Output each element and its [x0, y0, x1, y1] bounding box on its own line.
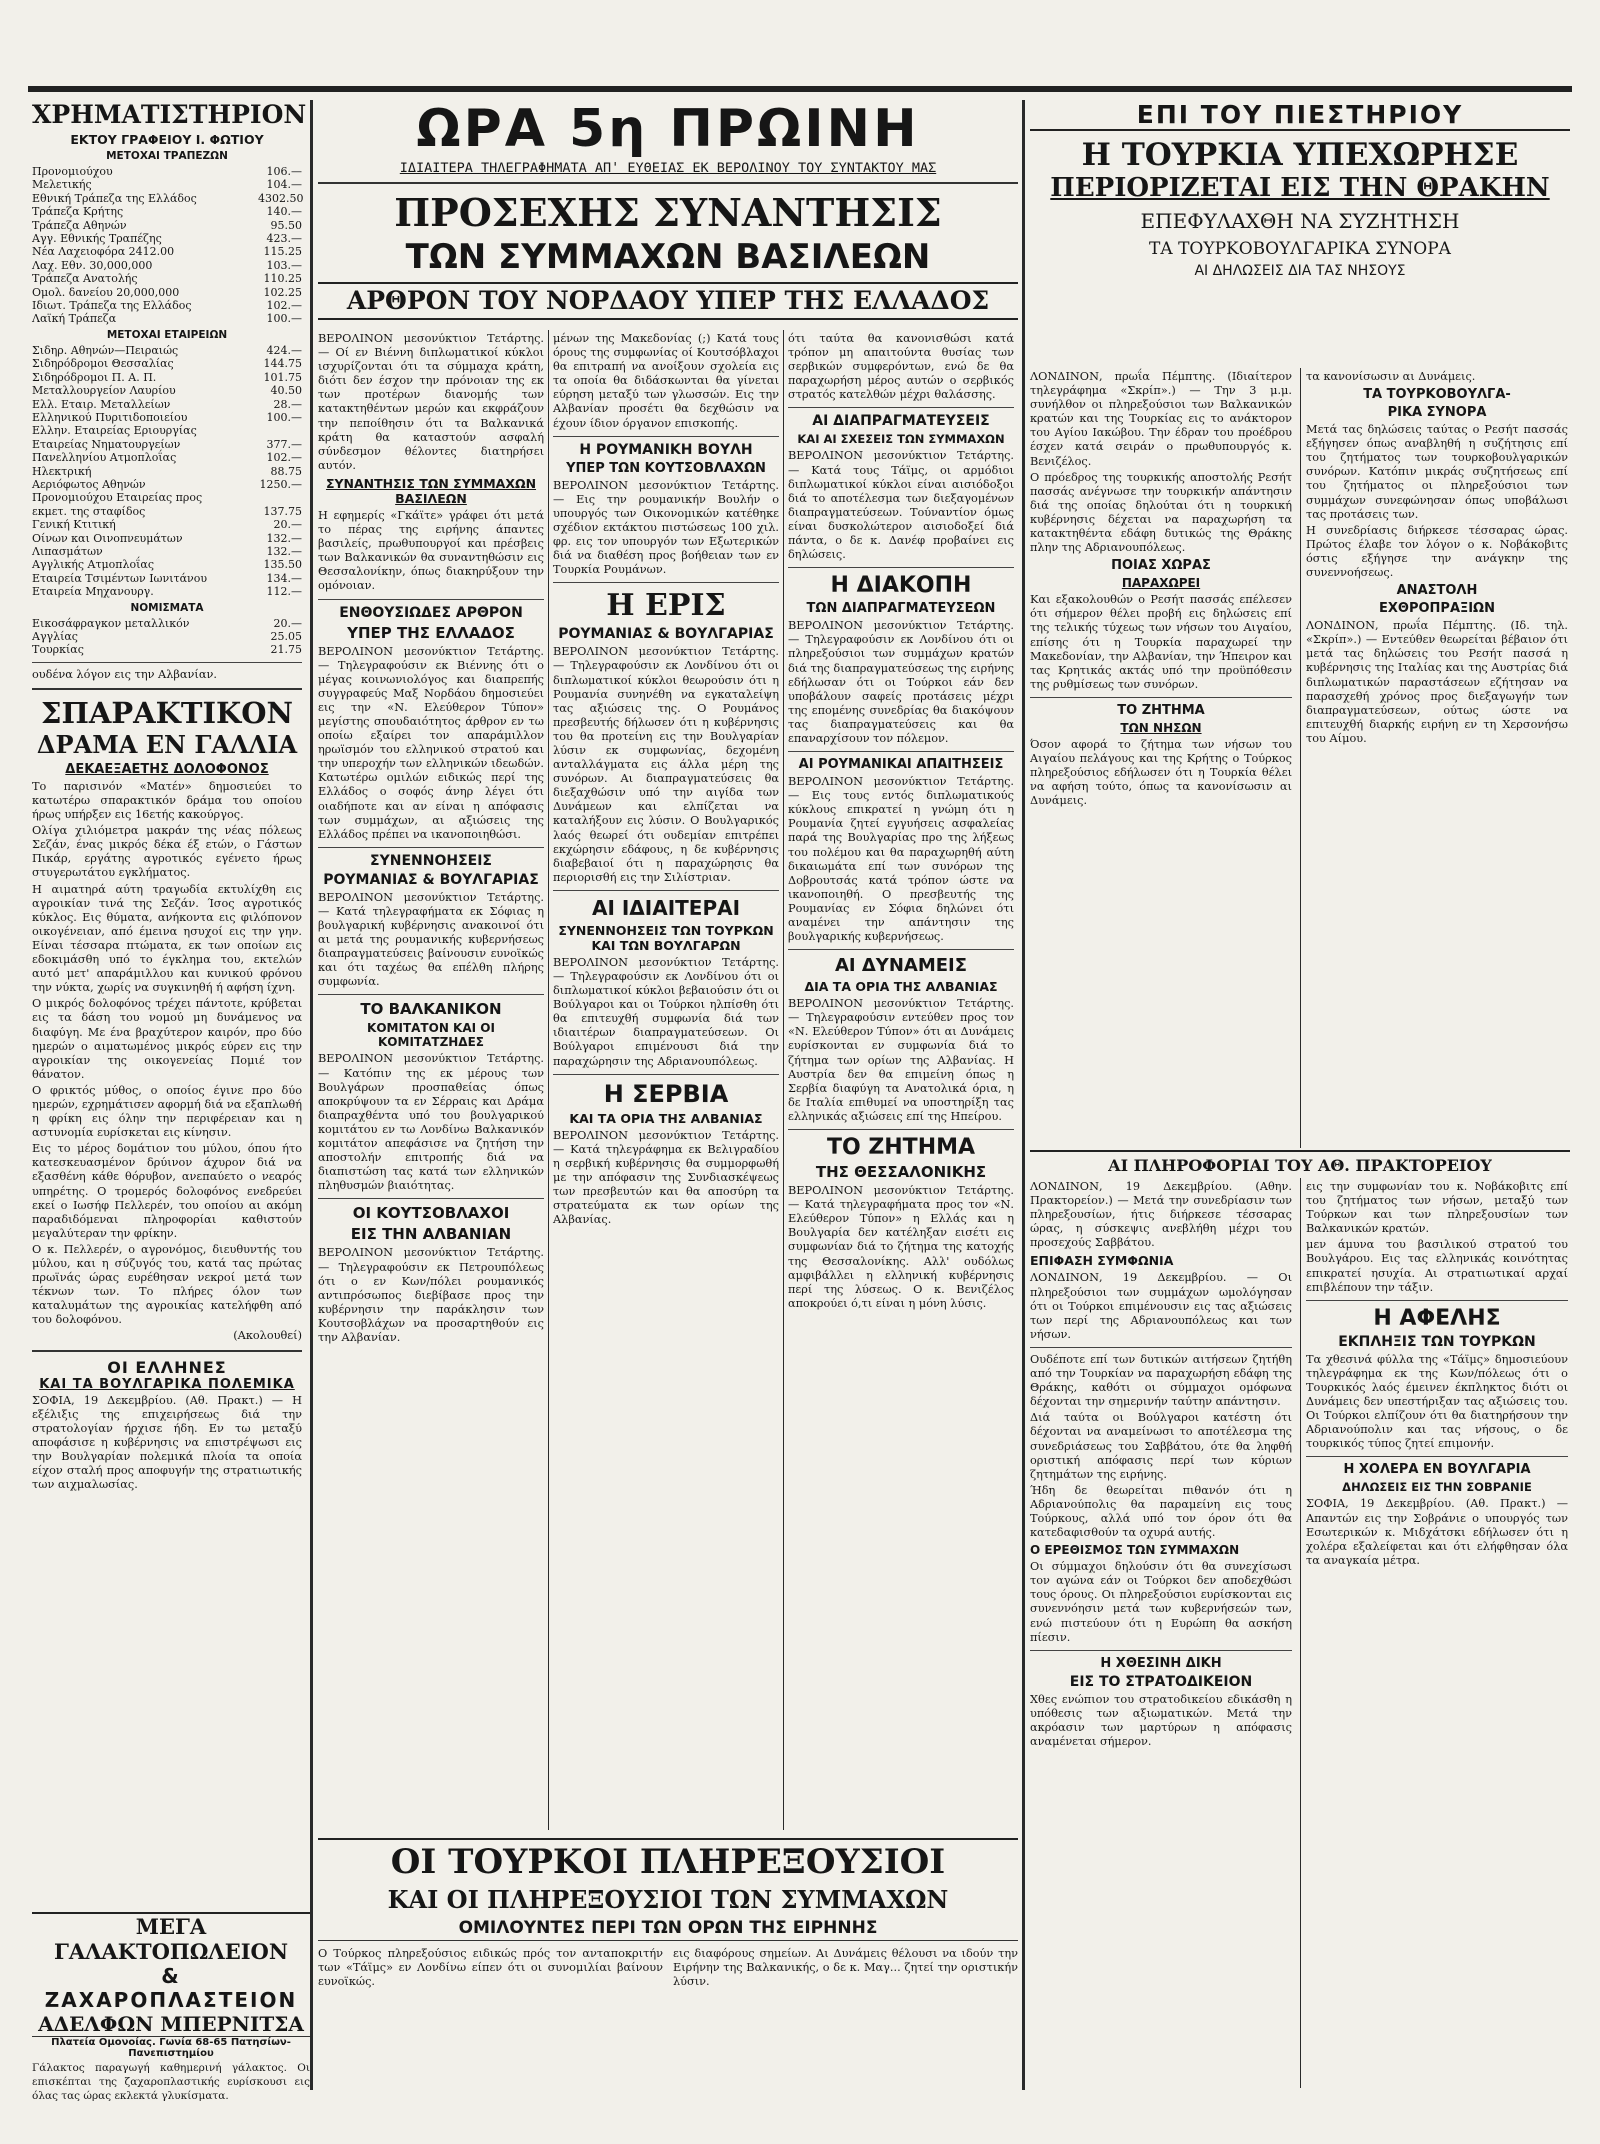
press-lower-p1: Ουδέποτε επί των δυτικών αιτήσεων ζητήθη από την Τουρκίαν να παραχωρήση εδάφη της Θράκης, καθότι οι σύμμαχοι ομόφωνα δέχονται την σημερινήν ταύτην απάντησιν. — [1030, 1352, 1292, 1409]
c3-p1: ότι ταύτα θα κανονισθώσι κατά τρόπον μη απαιτούντα θυσίας των σερβικών συμφερόντων, ενώ δε θα παραχωρήση μέρος αυτών ο σερβικός στρατός κατελθών μέχρι θαλάσσης. — [788, 332, 1014, 402]
press-dc-p: Χθες ενώπιον του στρατοδικείου εδικάσθη η υπόθεσις των αξιωματικών. Μετά την ακρόασιν των μαρτύρων η απόφασις αναμένεται σήμερον. — [1030, 1692, 1292, 1748]
c1-p2: Η εφημερίς «Γκάϊτε» γράφει ότι μετά το πέρας της ειρήνης άπαντες βασιλείς, πρωθυπουργοί και πρέσβεις των Βαλκανικών θα συναντηθώσιν εις Θεσσαλονίκην, όπως διακηρύξουν την ομόνοιαν. — [318, 508, 544, 593]
c1-head-3a: ΕΝΘΟΥΣΙΩΔΕΣ ΑΡΘΡΟΝ — [339, 604, 523, 621]
exchange-row — [32, 424, 302, 437]
press-chol-p: ΣΟΦΙΑ, 19 Δεκεμβρίου. (Αθ. Πρακτ.) — Απαντών εις την Σοβράνιε ο υπουργός των Εσωτερικών κ. Μιδχάτσκι εδήλωσεν ότι η χολέρα εξαλείφεται και ότι ελήφθησαν όλα τα αναγκαία μέτρα. — [1306, 1497, 1568, 1567]
press-title: ΕΠΙ ΤΟΥ ΠΙΕΣΤΗΡΙΟΥ — [1030, 100, 1570, 131]
press-info-p2: ΛΟΝΔΙΝΟΝ, 19 Δεκεμβρίου. — Οι πληρεξούσιοι των συμμάχων ωμολόγησαν ότι οι Τούρκοι επιμένουσιν εις τας αξιώσεις των περί της Αδριανουπόλεως και των νήσων. — [1030, 1271, 1292, 1341]
column-rule — [310, 100, 313, 2090]
column-rule — [1300, 368, 1301, 1148]
divider — [32, 1350, 302, 1352]
exchange-row-name: Εταιρείας Νηματουργείων — [32, 437, 181, 451]
center-headline-3: ΑΡΘΡΟΝ ΤΟΥ ΝΟΡΔΑΟΥ ΥΠΕΡ ΤΗΣ ΕΛΛΑΔΟΣ — [318, 282, 1018, 320]
exchange-row-value: 102.25 — [263, 285, 302, 299]
press-p2: Ο πρόεδρος της τουρκικής αποστολής Ρεσήτ πασσάς ανέγνωσε την τουρκικήν απάντησιν διά της οποίας δηλούται ότι η τουρκική κυβέρνησις δέχεται να παραχωρήση τα κατακτηθέντα εδάφη δυτικώς της Θράκης πλην της Αδριανουπόλεως. — [1030, 470, 1292, 555]
banner-line-1: ΟΙ ΤΟΥΡΚΟΙ ΠΛΗΡΕΞΟΥΣΙΟΙ — [390, 1842, 946, 1882]
press-info-p1: ΛΟΝΔΙΝΟΝ, 19 Δεκεμβρίου. (Αθην. Πρακτορείον.) — Μετά την συνεδρίασιν των πληρεξουσίων, ήτις διήρκεσε τέσσαρας ώρας, η σύσκεψις ανεβλήθη μέχρι του προσεχούς Σαββάτου. — [1030, 1180, 1292, 1250]
c2-head-1b: ΥΠΕΡ ΤΩΝ ΚΟΥΤΣΟΒΛΑΧΩΝ — [566, 460, 766, 476]
divider — [1030, 697, 1292, 698]
companies-list — [32, 344, 302, 599]
c3-p5: ΒΕΡΟΛΙΝΟΝ μεσονύκτιον Τετάρτης. — Τηλεγραφούσιν εντεύθεν προς τον «Ν. Ελεύθερον Τύπον» ότι αι Δυνάμεις ευρίσκονται εν συμφωνία διά το ζήτημα των ορίων της Αλβανίας. Η Αυστρία δεν θα επιμείνη όπως η Σερβία διαφύγη τα Ανατολικά όρια, η δε Ιταλία επιθυμεί να υποστηρίξη τας ελληνικάς αξιώσεις επί της Ηπείρου. — [788, 997, 1014, 1123]
center-col-2 — [553, 330, 779, 1830]
exchange-row-name: Εθνική Τράπεζα της Ελλάδος — [32, 191, 197, 205]
press-r-head-1b: ΡΙΚΑ ΣΥΝΟΡΑ — [1387, 405, 1487, 421]
divider — [788, 407, 1014, 408]
story-paragraph: Ο φρικτός μύθος, ο οποίος έγινε προ δύο ημερών, εχρημάτισεν αφορμή διά να εξαπλωθή η φρίκη εις όλην την περιφέρειαν και η αστυνομία ευρίσκεται εις κίνησιν. — [32, 1083, 302, 1140]
press-headline-4: ΤΑ ΤΟΥΡΚΟΒΟΥΛΓΑΡΙΚΑ ΣΥΝΟΡΑ — [1149, 239, 1451, 259]
exchange-row — [32, 371, 302, 384]
exchange-row — [32, 438, 302, 451]
exchange-row — [32, 451, 302, 464]
exchange-row-value: 20.— — [273, 616, 302, 630]
divider — [553, 436, 779, 437]
exchange-row-value: 88.75 — [270, 464, 302, 478]
story-title: ΣΠΑΡΑΚΤΙΚΟΝ — [40, 695, 294, 730]
divider — [1306, 1300, 1568, 1301]
exchange-row — [32, 411, 302, 424]
exchange-row-value: 103.— — [266, 258, 302, 272]
story-continued: (Ακολουθεί) — [233, 1329, 302, 1343]
divider — [788, 567, 1014, 568]
exchange-row-name: Ηλεκτρική — [32, 464, 92, 478]
divider — [553, 582, 779, 583]
exchange-row — [32, 478, 302, 491]
divider — [553, 1074, 779, 1075]
exchange-row-name: Ομολ. δανείου 20,000,000 — [32, 285, 180, 299]
exchange-row-value: 40.50 — [270, 384, 302, 398]
ad-line-2: & ΖΑΧΑΡΟΠΛΑΣΤΕΙΟΝ — [44, 1964, 298, 2012]
press-headline-3: ΕΠΕΦΥΛΑΧΘΗ ΝΑ ΣΥΖΗΤΗΣΗ — [1140, 209, 1460, 233]
exchange-row-name: Εταιρεία Τσιμέντων Ιωνιτάνου — [32, 571, 208, 585]
c1-head-6a: ΟΙ ΚΟΥΤΣΟΒΛΑΧΟΙ — [352, 1204, 510, 1223]
press-p4: Όσον αφορά το ζήτημα των νήσων του Αιγαίου πελάγους και της Κρήτης ο Τούρκος πληρεξούσιος εδήλωσεν ότι η Τουρκία θέλει να αφήση τούτο, όπως τα κανονίσωσιν αι Δυνάμεις. — [1030, 737, 1292, 808]
c3-head-2a: Η ΔΙΑΚΟΠΗ — [830, 573, 972, 599]
greeks-title-2: ΚΑΙ ΤΑ ΒΟΥΛΓΑΡΙΚΑ ΠΟΛΕΜΙΚΑ — [39, 1376, 295, 1392]
exchange-row — [32, 344, 302, 357]
exchange-row-value — [258, 424, 302, 437]
exchange-row — [32, 192, 302, 205]
c3-head-2b: ΤΩΝ ΔΙΑΠΡΑΓΜΑΤΕΥΣΕΩΝ — [806, 601, 996, 617]
c1-head-3b: ΥΠΕΡ ΤΗΣ ΕΛΛΑΔΟΣ — [347, 623, 515, 642]
press-r-p1: Μετά τας δηλώσεις ταύτας ο Ρεσήτ πασσάς εξήγησεν όπως αναβληθή η συζήτησις επί του ζητήματος των τουρκοβουλγαρικών συνόρων. Κατόπιν μικράς συζητήσεως επί του ζητήματος οι πληρεξούσιοι των συμμάχων συνεφώνησαν όπως υποβάλωσι τας προτάσεις των. — [1306, 423, 1568, 521]
exchange-row-value: 21.75 — [270, 643, 302, 657]
divider — [318, 994, 544, 995]
press-chol-title-1: Η ΧΟΛΕΡΑ ΕΝ ΒΟΥΛΓΑΡΙΑ — [1343, 1462, 1531, 1478]
press-r-p3: ΛΟΝΔΙΝΟΝ, πρωΐα Πέμπτης. (Ιδ. τηλ. «Σκρίπ».) — Εντεύθεν θεωρείται βέβαιον ότι μετά τας δηλώσεις του Ρεσήτ πασσά η κυβέρνησις της Ιταλίας και της Αυστρίας διά διπλωματικών παραστάσεων εζήτησαν να παρασχεθή χρόνος προς διεξαγωγήν των διαπραγματεύσεων, ούτως ώστε να επιτευχθή διαρκής ειρήνη εν τη Χερσονήσω του Αίμου. — [1306, 619, 1568, 745]
press-r-p4: μεν άμυνα του βασιλικού στρατού του Βουλγάρου. Εις τας ελληνικάς κοινότητας επικρατεί ησυχία. Αι στρατιωτικαί αρχαί επιβλέπουν την τάξιν. — [1306, 1238, 1568, 1294]
story-paragraph: Το παρισινόν «Ματέν» δημοσιεύει το κατωτέρω σπαρακτικόν δράμα του οποίου ήρως υπήρξεν εις 16ετής κακούργος. — [32, 779, 302, 822]
exchange-row — [32, 259, 302, 272]
press-dc-title-2: ΕΙΣ ΤΟ ΣΤΡΑΤΟΔΙΚΕΙΟΝ — [1069, 1673, 1253, 1690]
c1-head-5b: ΚΟΜΙΤΑΤΟΝ ΚΑΙ ΟΙ ΚΟΜΙΤΑΤΖΗΔΕΣ — [367, 1021, 495, 1050]
center-headline-1: ΠΡΟΣΕΧΗΣ ΣΥΝΑΝΤΗΣΙΣ — [394, 190, 942, 235]
c1-head-6b: ΕΙΣ ΤΗΝ ΑΛΒΑΝΙΑΝ — [350, 1225, 512, 1244]
exchange-row-value: 132.— — [266, 531, 302, 545]
exchange-row-name: Νέα Λαχειοφόρα 2412.00 — [32, 245, 175, 259]
masthead-subtitle: ΙΔΙΑΙΤΕΡΑ ΤΗΛΕΓΡΑΦΗΜΑΤΑ ΑΠ' ΕΥΘΕΙΑΣ ΕΚ ΒΕΡΟΛΙΝΟΥ ΤΟΥ ΣΥΝΤΑΚΤΟΥ ΜΑΣ — [399, 160, 937, 176]
banner-line-3: ΟΜΙΛΟΥΝΤΕΣ ΠΕΡΙ ΤΩΝ ΟΡΩΝ ΤΗΣ ΕΙΡΗΝΗΣ — [318, 1916, 1018, 1941]
story-title-2: ΔΡΑΜΑ ΕΝ ΓΑΛΛΙΑ — [36, 729, 298, 759]
exchange-row-value: 134.— — [266, 571, 302, 585]
ad-line-5: Γάλακτος παραγωγή καθημερινή γάλακτος. Οι επισκέπται της ζαχαροπλαστικής ευρίσκουσι εις όλας τας ώρας εκλεκτά γλυκίσματα. — [32, 2062, 310, 2103]
exchange-row-value: 25.05 — [270, 630, 302, 643]
exchange-coins-header: ΝΟΜΙΣΜΑΤΑ — [130, 601, 204, 614]
story-subtitle: ΔΕΚΑΕΞΑΕΤΗΣ ΔΟΛΟΦΟΝΟΣ — [65, 761, 269, 777]
exchange-row-value: 1250.— — [259, 477, 302, 491]
divider — [318, 599, 544, 600]
center-headline-2: ΤΩΝ ΣΥΜΜΑΧΩΝ ΒΑΣΙΛΕΩΝ — [405, 237, 931, 277]
divider — [788, 949, 1014, 950]
exchange-row-name: εκμετ. της σταφίδος — [32, 504, 146, 518]
greeks-body: ΣΟΦΙΑ, 19 Δεκεμβρίου. (Αθ. Πρακτ.) — Η εξέλιξις της επιχειρήσεως διά την στρατολογίαν ήρχισε ήδη. Εν τω μεταξύ αποφάσισε η κυβέρνησις να επιστρέψωσι εις την Βουλγαρίαν πολεμικά πλοία τα οποία είχον σταλή προς αποφυγήν της στρατιωτικής των αιχμαλωσίας. — [32, 1393, 302, 1492]
press-info-col-1 — [1030, 1178, 1292, 2088]
exchange-row-name: Μελετικής — [32, 178, 92, 192]
advertisement — [32, 1912, 310, 2103]
exchange-row-name: Προνομιούχου Εταιρείας προς — [32, 491, 203, 505]
exchange-row-value: 28.— — [273, 397, 302, 411]
press-info-col-2 — [1306, 1178, 1568, 2088]
exchange-row-name: Λαχ. Εθν. 30,000,000 — [32, 258, 153, 272]
ad-line-1: ΜΕΓΑ ΓΑΛΑΚΤΟΠΩΛΕΙΟΝ — [53, 1914, 289, 1964]
story-paragraph: Εις το μέρος δομάτιον του μύλου, όπου ήτο κατεσκευασμένον δρύινον άχυρον διά να εξασθένη κάθε θόρυβον, ανεπαύετο ο νεαρός υπηρέτης. Ο τρομερός δολοφόνος ενεδρεύει εκεί ο Ιωσήφ Πελλερέν, του οποίου αι ακόμη παραδιδόμεναι πληροφορίαι καθιστούν μεγαλύτεραν την φρίκην. — [32, 1142, 302, 1240]
c3-head-5b: ΤΗΣ ΘΕΣΣΑΛΟΝΙΚΗΣ — [815, 1163, 987, 1182]
exchange-row-value: 135.50 — [263, 558, 302, 572]
exchange-row-value — [258, 491, 302, 504]
greeks-title: ΟΙ ΕΛΛΗΝΕΣ — [107, 1357, 227, 1377]
masthead — [318, 98, 1018, 320]
exchange-row — [32, 532, 302, 545]
press-info-p1b: εις την συμφωνίαν του κ. Νοβάκοβιτς επί του ζητήματος των νήσων, μεταξύ των Τούρκων και των πληρεξουσίων των Βαλκανικών κρατών. — [1306, 1180, 1568, 1236]
press-r-head-2a: ΑΝΑΣΤΟΛΗ — [1396, 583, 1478, 599]
story-paragraph: Ο μικρός δολοφόνος τρέχει πάντοτε, κρύβεται εις τα δάση του νομού μη δυνάμενος να διαφύγη. Με ένα βραχύτερον καιρόν, προ δύο ημερών ο αιματωμένος μικρός εύρεν εις την αγροικίαν της οικογενείας Πομιέ τον θάνατον. — [32, 997, 302, 1081]
exchange-row — [32, 384, 302, 397]
exchange-row — [32, 505, 302, 518]
exchange-row-name: Εικοσάφραγκον μεταλλικόν — [32, 616, 190, 630]
exchange-row-value: 115.25 — [263, 245, 302, 259]
exchange-row — [32, 630, 302, 643]
c2-head-4a: Η ΣΕΡΒΙΑ — [603, 1079, 729, 1108]
exchange-row-value: 132.— — [266, 544, 302, 558]
column-rule — [1300, 1178, 1301, 2088]
exchange-row-name: Τουρκίας — [32, 643, 84, 657]
exchange-row-name: Ελλ. Εταιρ. Μεταλλείων — [32, 397, 171, 411]
exchange-row-name: Σιδηρόδρομοι Π. Α. Π. — [32, 370, 157, 384]
c3-p4: ΒΕΡΟΛΙΝΟΝ μεσονύκτιον Τετάρτης. — Εις τους εντός διπλωματικούς κύκλους επικρατεί η γνώμη ότι η Ρουμανία ζητεί εγγυήσεις ασφαλείας παρά της Βουλγαρίας προ της λήξεως του πολέμου και θα παραχωρηθή αύτη δικαιωμάτα επί των συνόρων της Δοβρουτσάς κατά τρόπον ώστε να ικανοποιηθή. Ο πρεσβευτής της Ρουμανίας εν Σόφια δηλώνει ότι αναμένει την απάντησιν της βουλγαρικής κυβερνήσεως. — [788, 775, 1014, 944]
exchange-row-name: Πανελληνίου Ατμοπλοΐας — [32, 451, 177, 465]
banner-p1: Ο Τούρκος πληρεξούσιος ειδικώς πρός τον ανταποκριτήν των «Τάϊμς» εν Λονδίνω είπεν ότι οι συνομιλίαι βαίνουν ευνοϊκώς. — [318, 1947, 663, 1989]
exchange-row — [32, 299, 302, 312]
exchange-row — [32, 491, 302, 504]
exchange-row-value: 140.— — [266, 205, 302, 219]
press-headline-1: Η ΤΟΥΡΚΙΑ ΥΠΕΧΩΡΗΣΕ — [1081, 137, 1519, 173]
exchange-row — [32, 617, 302, 630]
exchange-row-value: 424.— — [266, 343, 302, 357]
divider — [1306, 1456, 1568, 1457]
exchange-row-value: 104.— — [266, 178, 302, 192]
top-rule — [28, 86, 1572, 92]
exchange-row — [32, 572, 302, 585]
exchange-row — [32, 178, 302, 191]
exchange-row-name: Ελλην. Εταιρείας Εριουργίας — [32, 424, 197, 438]
exchange-row — [32, 232, 302, 245]
ad-line-3: ΑΔΕΛΦΩΝ ΜΠΕΡΝΙΤΣΑ — [32, 2012, 310, 2037]
exchange-row — [32, 286, 302, 299]
exchange-row — [32, 245, 302, 258]
c1-p4: ΒΕΡΟΛΙΝΟΝ μεσονύκτιον Τετάρτης. — Κατά τηλεγραφήματα εκ Σόφιας η βουλγαρική κυβέρνησις ανακοινοί ότι αι μετά της ρουμανικής κυβερνήσεως διαπραγματεύσεις βαίνουσιν ευνοϊκώς και ότι ταχέως θα επέλθη πλήρης συμφωνία. — [318, 890, 544, 989]
story-paragraph: Ολίγα χιλιόμετρα μακράν της νέας πόλεως Σεζάν, ένας μικρός δέκα έξ ετών, ο Γάστων Πικάρ, εργάτης αγροτικός εγένετο ήρως στυγερωτάτου εγκλήματος. — [32, 824, 302, 880]
press-headline-2: ΠΕΡΙΟΡΙΖΕΤΑΙ ΕΙΣ ΤΗΝ ΘΡΑΚΗΝ — [1050, 173, 1550, 203]
exchange-row — [32, 398, 302, 411]
divider — [1030, 1347, 1292, 1348]
c2-head-3a: ΑΙ ΙΔΙΑΙΤΕΡΑΙ — [591, 895, 741, 920]
exchange-row-name: Αγγλικής Ατμοπλοΐας — [32, 558, 155, 572]
column-rule — [1022, 100, 1025, 2090]
column-rule — [548, 330, 549, 1830]
banner-line-2: ΚΑΙ ΟΙ ΠΛΗΡΕΞΟΥΣΙΟΙ ΤΩΝ ΣΥΜΜΑΧΩΝ — [387, 1885, 949, 1914]
press-dc-title-1: Η ΧΘΕΣΙΝΗ ΔΙΚΗ — [1100, 1655, 1222, 1671]
divider — [32, 688, 302, 690]
c3-p3: ΒΕΡΟΛΙΝΟΝ μεσονύκτιον Τετάρτης. — Τηλεγραφούσιν εκ Λονδίνου ότι οι πληρεξούσιοι των συμμάχων κρατών διά της διαπραγματεύσεως της ειρήνης εδήλωσαν ότι οι Τούρκοι εάν δεν υποβάλουν σαφείς προτάσεις μέχρι της επομένης συνεδρίας θα διακόψουν τας διαπραγματεύσεις και θα επαναρχίσουν τον πόλεμον. — [788, 619, 1014, 745]
center-col-3 — [788, 330, 1014, 1830]
banks-list — [32, 165, 302, 326]
exchange-row-name: Σιδηρ. Αθηνών—Πειραιώς — [32, 343, 179, 357]
c1-head-2: ΣΥΝΑΝΤΗΣΙΣ ΤΩΝ ΣΥΜΜΑΧΩΝ ΒΑΣΙΛΕΩΝ — [325, 475, 537, 506]
press-resp-p: Οι σύμμαχοι δηλούσιν ότι θα συνεχίσωσι τον αγώνα εάν οι Τούρκοι δεν αποδεχθώσι τους όρους. Οι πληρεξούσιοι ευρίσκονται εις συνεννόησιν μετά των κυβερνήσεών των, ενώ πιστεύουν ότι η Ευρώπη θα ασκήση πίεσιν. — [1030, 1560, 1292, 1644]
press-chol-title-2: ΔΗΛΩΣΕΙΣ ΕΙΣ ΤΗΝ ΣΟΒΡΑΝΙΕ — [1342, 1480, 1532, 1495]
divider — [318, 1198, 544, 1199]
exchange-row-name: Μεταλλουργείον Λαυρίου — [32, 384, 176, 398]
press-lower-p3: Ήδη δε θεωρείται πιθανόν ότι η Αδριανούπολις θα παραμείνη εις τους Τούρκους, αλλά υπό τον όρον ότι θα κατεδαφισθούν τα οχυρά αυτής. — [1030, 1483, 1292, 1540]
c1-p5: ΒΕΡΟΛΙΝΟΝ μεσονύκτιον Τετάρτης. — Κατόπιν της εκ μέρους των Βουλγάρων προσπαθείας όπως αποκρύψουν τα εν Σέρραις και Δράμα διαπραχθέντα υπό του βουλγαρικού κομιτάτου εν τω Λονδίνω Βαλκανικόν κομιτάτον απεφάσισε να ζητήση την αποστολήν επιτροπής διά να διαπιστώση τας κατά των ελληνικών πληθυσμών βιαιότητας. — [318, 1052, 544, 1193]
exchange-row-name: Ελληνικού Πυριτιδοποιείου — [32, 410, 188, 424]
exchange-row-value: 106.— — [266, 165, 302, 178]
exchange-row-value: 112.— — [266, 585, 302, 599]
press-info-title: ΑΙ ΠΛΗΡΟΦΟΡΙΑΙ ΤΟΥ ΑΘ. ΠΡΑΚΤΟΡΕΙΟΥ — [1030, 1150, 1570, 1175]
story-paragraph: Η αιματηρά αύτη τραγωδία εκτυλίχθη εις αγροικίαν τινά της Σεζάν. Ίσος αγροτικός κύκλος. Εις θύματα, ανήκοντα εις φιλόπονον οικογένειαν, από έμεινα ησυχοί εις την γην. Είναι τέσσαρα πτώματα, εκ των οποίων εις εδοκιμάσθη υπό το έγκλημα του, εκτελών αυτό μετ' απαράμιλλου και κυνικού φρόνου την νύκτα, χωρίς να συγκινηθή ή αφήση ίχνη. — [32, 882, 302, 995]
press-lower-p2: Διά ταύτα οι Βούλγαροι κατέστη ότι δέχονται να αναμείνωσι το αποτέλεσμα της συνεδριάσεως του Σαββάτου, ότε θα ληφθή οριστική απόφασις περί των κύριων ζητημάτων της ειρήνης. — [1030, 1411, 1292, 1481]
c2-head-4b: ΚΑΙ ΤΑ ΟΡΙΑ ΤΗΣ ΑΛΒΑΝΙΑΣ — [569, 1110, 763, 1126]
press-aph-title-2: ΕΚΠΛΗΞΙΣ ΤΩΝ ΤΟΥΡΚΩΝ — [1338, 1333, 1536, 1350]
exchange-row-name: Αγγλίας — [32, 630, 78, 643]
c2-p4: ΒΕΡΟΛΙΝΟΝ μεσονύκτιον Τετάρτης. — Τηλεγραφούσιν εκ Λονδίνου ότι οι διπλωματικοί κύκλοι βεβαιούσιν ότι οι Βούλγαροι και οι Τούρκοι ηλπίσθη ότι θα επιτευχθή συμφωνία διά των ιδιαιτέρων διαπραγματεύσεων. Οι Βούλγαροι επιμένουσι διά την παραχώρησιν της Αδριανουπόλεως. — [553, 955, 779, 1068]
c3-head-3: ΑΙ ΡΟΥΜΑΝΙΚΑΙ ΑΠΑΙΤΗΣΕΙΣ — [798, 757, 1004, 773]
press-p4-title: ΤΟ ΖΗΤΗΜΑ — [1117, 702, 1205, 718]
exchange-row-value: 95.50 — [270, 218, 302, 232]
column-rule — [783, 330, 784, 1830]
exchange-row — [32, 518, 302, 531]
exchange-office: ΕΚΤΟΥ ΓΡΑΦΕΙΟΥ Ι. ΦΩΤΙΟΥ — [70, 132, 264, 147]
c1-p6: ΒΕΡΟΛΙΝΟΝ μεσονύκτιον Τετάρτης. — Τηλεγραφούσιν εκ Πετρουπόλεως ότι ο εν Κων/πόλει ρουμανικός αντιπρόσωπος διεβίβασε προς την κυβέρνησιν την παράκλησιν των Κουτσοβλάχων να προσαρτηθούν εις την Αλβανίαν. — [318, 1246, 544, 1344]
exchange-row-value: 102.— — [266, 299, 302, 313]
exchange-row-name: Ιδιωτ. Τράπεζα της Ελλάδος — [32, 299, 192, 313]
exchange-row-value: 101.75 — [263, 370, 302, 384]
story-paragraph: Ο κ. Πελλερέν, ο αγρονόμος, διευθυντής του μύλου, και η σύζυγός του, κατά τας πρώτας πρωϊνάς ώρας ευρέθησαν νεκροί μετά των τέκνων των. Το πλήρες όλον των καταλυμάτων της αγροικίας κατελήφθη από του δολοφόνου. — [32, 1242, 302, 1327]
exchange-row-value: 144.75 — [263, 357, 302, 371]
divider — [1030, 1650, 1292, 1651]
exchange-row-name: Εταιρεία Μηχανουργ. — [32, 585, 154, 599]
press-aph-p: Τα χθεσινά φύλλα της «Τάϊμς» δημοσιεύουν τηλεγράφημα εκ της Κων/πόλεως ότι ο Τουρκικός λαός έμεινεν έκπληκτος διότι οι Δυνάμεις δεν υπεστήριξαν τας αξιώσεις του. Οι Τούρκοι ελπίζουν ότι θα διατηρήσουν την Αδριανούπολιν και τας νήσους, ο δε τουρκικός τύπος ζητεί επιμονήν. — [1306, 1352, 1568, 1451]
c2-head-3b: ΣΥΝΕΝΝΟΗΣΕΙΣ ΤΩΝ ΤΟΥΡΚΩΝ ΚΑΙ ΤΩΝ ΒΟΥΛΓΑΡΩΝ — [558, 922, 774, 953]
press-aph-title-1: Η ΑΦΕΛΗΣ — [1373, 1305, 1501, 1331]
press-info-h2: ΕΠΙΦΑΣΗ ΣΥΜΦΩΝΙΑ — [1030, 1253, 1174, 1269]
c3-head-4b: ΔΙΑ ΤΑ ΟΡΙΑ ΤΗΣ ΑΛΒΑΝΙΑΣ — [804, 979, 998, 995]
press-p3: Και εξακολουθών ο Ρεσήτ πασσάς επέλεσεν ότι σήμερον θέλει προβή εις δηλώσεις επί της τελικής τύχεως των νήσων του Αιγαίου, επίσης ότι η Τουρκία παραχωρεί την Μακεδονίαν, την Αλβανίαν, την Ήπειρον και τας Κρητικάς ακτάς υπό την προϋπόθεσιν της ρυθμίσεως των συνόρων. — [1030, 593, 1292, 691]
exchange-row — [32, 545, 302, 558]
exchange-row-value: 100.— — [266, 410, 302, 424]
exchange-row-value: 20.— — [273, 518, 302, 532]
exchange-row-value: 102.— — [266, 451, 302, 465]
press-q-title-2: ΠΑΡΑΧΩΡΕΙ — [1121, 576, 1201, 591]
divider — [318, 182, 1018, 184]
center-col-1 — [318, 330, 544, 1830]
exchange-title: ΧΡΗΜΑΤΙΣΤΗΡΙΟΝ — [32, 100, 307, 129]
exchange-row — [32, 205, 302, 218]
exchange-tail: ουδένα λόγον εις την Αλβανίαν. — [32, 667, 217, 681]
exchange-row — [32, 558, 302, 571]
exchange-row — [32, 643, 302, 656]
exchange-column — [32, 100, 307, 1980]
press-col-2 — [1306, 368, 1568, 1148]
exchange-row-name: Αγγ. Εθνικής Τραπέζης — [32, 232, 162, 246]
exchange-row-name: Λιπασμάτων — [32, 544, 103, 558]
c2-head-1a: Η ΡΟΥΜΑΝΙΚΗ ΒΟΥΛΗ — [579, 441, 753, 458]
exchange-row-name: Αεριόφωτος Αθηνών — [32, 477, 146, 491]
exchange-row — [32, 312, 302, 325]
exchange-row-value: 377.— — [266, 437, 302, 451]
press-r-head-1a: ΤΑ ΤΟΥΡΚΟΒΟΥΛΓΑ- — [1363, 387, 1511, 403]
center-banner — [318, 1838, 1018, 2090]
press-header — [1030, 100, 1570, 279]
exchange-row — [32, 219, 302, 232]
exchange-row — [32, 465, 302, 478]
exchange-row-name: Προνομιούχου — [32, 165, 113, 178]
divider — [32, 662, 302, 663]
c1-head-4a: ΣΥΝΕΝΝΟΗΣΕΙΣ — [370, 852, 492, 869]
c2-p3: ΒΕΡΟΛΙΝΟΝ μεσονύκτιον Τετάρτης. — Τηλεγραφούσιν εκ Λονδίνου ότι οι διπλωματικοί κύκλοι θεωρούσιν ότι η Ρουμανία συνηνέθη να εγκαταλείψη τας αξιώσεις της. Ο Ρουμάνος πρεσβευτής δήλωσεν ότι η κυβέρνησις του θα προτείνη εις την Βουλγαρίαν λύσιν εκ συμφωνίας, δεχομένη ανταλλάγματα εις άλλα μέρη της συνόρων. Αι διαπραγματεύσεις θα διεξαχθώσιν υπό την αιγίδα των Δυνάμεων και ελπίζεται να καταλήξουν εις λύσιν. Ο Βουλγαρικός λαός θεωρεί ότι ουδεμίαν επιτρέπει εκχώρησιν εδάφους, η δε κυβέρνησις διαβεβαιοί ότι η παραχώρησις θα περιορισθή εις την Σιλίστριαν. — [553, 645, 779, 884]
c1-head-4b: ΡΟΥΜΑΝΙΑΣ & ΒΟΥΛΓΑΡΙΑΣ — [323, 871, 539, 888]
ad-line-4: Πλατεία Ομονοίας. Γωνία 68-65 Πατησίων-Πανεπιστημίου — [51, 2037, 291, 2059]
press-p4-title-2: ΤΩΝ ΝΗΣΩΝ — [1120, 720, 1202, 735]
exchange-row-value: 137.75 — [263, 504, 302, 518]
exchange-row — [32, 585, 302, 598]
c2-p5: ΒΕΡΟΛΙΝΟΝ μεσονύκτιον Τετάρτης. — Κατά τηλεγράφημα εκ Βελιγραδίου η σερβική κυβέρνησις θα συμμορφωθή με την απόφασιν της Συνδιασκέψεως των πρεσβευτών και θα αποσύρη τα στρατεύματα εκ των ορίων της Αλβανίας. — [553, 1128, 779, 1227]
banner-p2: εις διαφόρους σημείων. Αι Δυνάμεις θέλουσι να ιδούν την Ειρήνην της Βαλκανικής, ο δε κ. Μαγ... ζητεί την οριστικήν λύσιν. — [673, 1947, 1018, 1989]
exchange-row-value: 423.— — [266, 232, 302, 246]
c3-p2: ΒΕΡΟΛΙΝΟΝ μεσονύκτιον Τετάρτης. — Κατά τους Τάϊμς, οι αρμόδιοι διπλωματικοί κύκλοι είναι αισιόδοξοι διά το αποτέλεσμα των διεξαγομένων διαπραγματεύσεων. Τούναντίον όμως είναι δυσκολώτερον αισιοδοξεί διά πάντα, ο δε κ. Δανέφ προβαίνει εις δηλώσεις. — [788, 449, 1014, 562]
exchange-row-name: Τράπεζα Αθηνών — [32, 218, 127, 232]
press-r-p2: Η συνεδρίασις διήρκεσε τέσσαρας ώρας. Πρώτος έλαβε τον λόγον ο κ. Νοβάκοβιτς όστις εξήγησε την ανάγκην της συνεννοήσεως. — [1306, 523, 1568, 580]
exchange-row-name: Σιδηρόδρομοι Θεσσαλίας — [32, 357, 174, 371]
exchange-row-name: Λαϊκή Τράπεζα — [32, 312, 117, 326]
exchange-row-value: 110.25 — [263, 272, 302, 286]
exchange-row — [32, 165, 302, 178]
exchange-row — [32, 272, 302, 285]
c2-p1: μένων της Μακεδονίας (;) Κατά τους όρους της συμφωνίας οί Κουτσόβλαχοι θα επιτραπή να ανοίξουν σχολεία εις τα οποία θα διδάσκωνται θα γίνεται εύρηση μεταξύ των γλωσσών. Εις την Αλβανίαν προσέτι θα δεχθώσιν να έχουν ίδιον όργανον επισκοπής. — [553, 332, 779, 430]
press-r-a: τα κανονίσωσιν αι Δυνάμεις. — [1306, 370, 1476, 383]
exchange-row-value: 4302.50 — [258, 191, 304, 205]
coins-list — [32, 617, 302, 657]
c3-head-1b: ΚΑΙ ΑΙ ΣΧΕΣΕΙΣ ΤΩΝ ΣΥΜΜΑΧΩΝ — [797, 432, 1005, 447]
press-p1: ΛΟΝΔΙΝΟΝ, πρωΐα Πέμπτης. (Ιδιαίτερον τηλεγράφημα «Σκρίπ».) — Την 3 μ.μ. συνήλθον οι πληρεξούσιοι των Βαλκανικών κρατών και της Τουρκίας εις το ανάκτορον του Αγίου Ιακώβου. Την έδραν του προέδρου έσχεν κατά σειράν ο πρωθυπουργός κ. Βενιζέλος. — [1030, 370, 1292, 468]
c2-head-2b: ΡΟΥΜΑΝΙΑΣ & ΒΟΥΛΓΑΡΙΑΣ — [558, 626, 774, 643]
c3-head-1a: ΑΙ ΔΙΑΠΡΑΓΜΑΤΕΥΣΕΙΣ — [812, 413, 990, 430]
divider — [788, 751, 1014, 752]
divider — [788, 1129, 1014, 1130]
exchange-row — [32, 357, 302, 370]
exchange-row-name: Τράπεζα Ανατολής — [32, 272, 138, 286]
exchange-row-value: 100.— — [266, 312, 302, 326]
press-headline-5: ΑΙ ΔΗΛΩΣΕΙΣ ΔΙΑ ΤΑΣ ΝΗΣΟΥΣ — [1194, 263, 1406, 279]
exchange-banks-header: ΜΕΤΟΧΑΙ ΤΡΑΠΕΖΩΝ — [106, 150, 228, 162]
press-r-head-2b: ΕΧΘΡΟΠΡΑΞΙΩΝ — [1379, 601, 1495, 617]
c1-p3: ΒΕΡΟΛΙΝΟΝ μεσονύκτιον Τετάρτης. — Τηλεγραφούσιν εκ Βιέννης ότι ο μέγας κοινωνιολόγος και διαπρεπής συγγραφεύς Μαξ Νορδάου δημοσιεύει εις την «Ν. Ελεύθερον Τύπον» μεγίστης σπουδαιότητος άρθρον εν τω οποίω εξαίρει τον απαράμιλλον ηρωϊσμόν του ελληνικού στρατού και την υπεροχήν των ελληνικών ιδεωδών. Κατωτέρω ομιλών ειδικώς περί της Ελλάδος ο σοφός άνηρ λέγει ότι οιαδήποτε και αν είναι η απόφασις των συμμάχων, αι αξιώσεις της Ελλάδος πρέπει να ικανοποιηθώσι. — [318, 644, 544, 841]
divider — [318, 847, 544, 848]
c3-head-4a: ΑΙ ΔΥΝΑΜΕΙΣ — [834, 955, 968, 977]
masthead-title: ΩΡΑ 5η ΠΡΩΙΝΗ — [416, 99, 920, 159]
divider — [553, 890, 779, 891]
c1-p1: ΒΕΡΟΛΙΝΟΝ μεσονύκτιον Τετάρτης. — Οί εν Βιέννη διπλωματικοί κύκλοι ισχυρίζονται ότι τα σύμμαχα κράτη, διότι δεν έσχον την πρόνοιαν της εκ των προτέρων διανομής των κατακτηθέντων μερών και εκφράζουν την πεποίθησιν ότι τα Βαλκανικά κράτη θα καταστούν ασφαλή σύνδεσμον θέλοντες διατηρήσει αυτόν. — [318, 332, 544, 472]
story-paragraphs — [32, 780, 302, 1328]
c3-p6: ΒΕΡΟΛΙΝΟΝ μεσονύκτιον Τετάρτης. — Κατά τηλεγραφήματα προς τον «Ν. Ελεύθερον Τύπον» η Ελλάς και η Βουλγαρία δεν κατέληξαν εισέτι εις συμφωνίαν διά το ζήτημα της κατοχής της Θεσσαλονίκης. Αλλ' ουδόλως αμφιβάλλει η ελληνική κυβέρνησις περί της λύσεως. Ο κ. Βενιζέλος αποκρούει ό,τι είναι η μόνη λύσις. — [788, 1184, 1014, 1310]
press-resp-title: Ο ΕΡΕΘΙΣΜΟΣ ΤΩΝ ΣΥΜΜΑΧΩΝ — [1030, 1543, 1240, 1558]
c2-p2: ΒΕΡΟΛΙΝΟΝ μεσονύκτιον Τετάρτης. — Εις την ρουμανικήν Βουλήν ο υπουργός των Οικονομικών κατέθηκε σχέδιον εκτάκτου πιστώσεως 100 χιλ. φρ. εις τον υπουργόν των Εξωτερικών διά να διαθέση προς βοήθειαν των εν Τουρκία Ρουμάνων. — [553, 478, 779, 577]
c3-head-5a: ΤΟ ΖΗΤΗΜΑ — [826, 1135, 976, 1161]
exchange-row-name: Γενική Κτιτική — [32, 518, 116, 532]
exchange-row-name: Οίνων και Οινοπνευμάτων — [32, 531, 183, 545]
c2-head-2a: Η ΕΡΙΣ — [606, 588, 726, 624]
c1-head-5a: ΤΟ ΒΑΛΚΑΝΙΚΟΝ — [360, 1000, 502, 1019]
press-info — [1030, 1150, 1570, 1175]
exchange-row-name: Τράπεζα Κρήτης — [32, 205, 124, 219]
exchange-companies-header: ΜΕΤΟΧΑΙ ΕΤΑΙΡΕΙΩΝ — [106, 328, 228, 341]
press-q-title-1: ΠΟΙΑΣ ΧΩΡΑΣ — [1111, 558, 1211, 574]
